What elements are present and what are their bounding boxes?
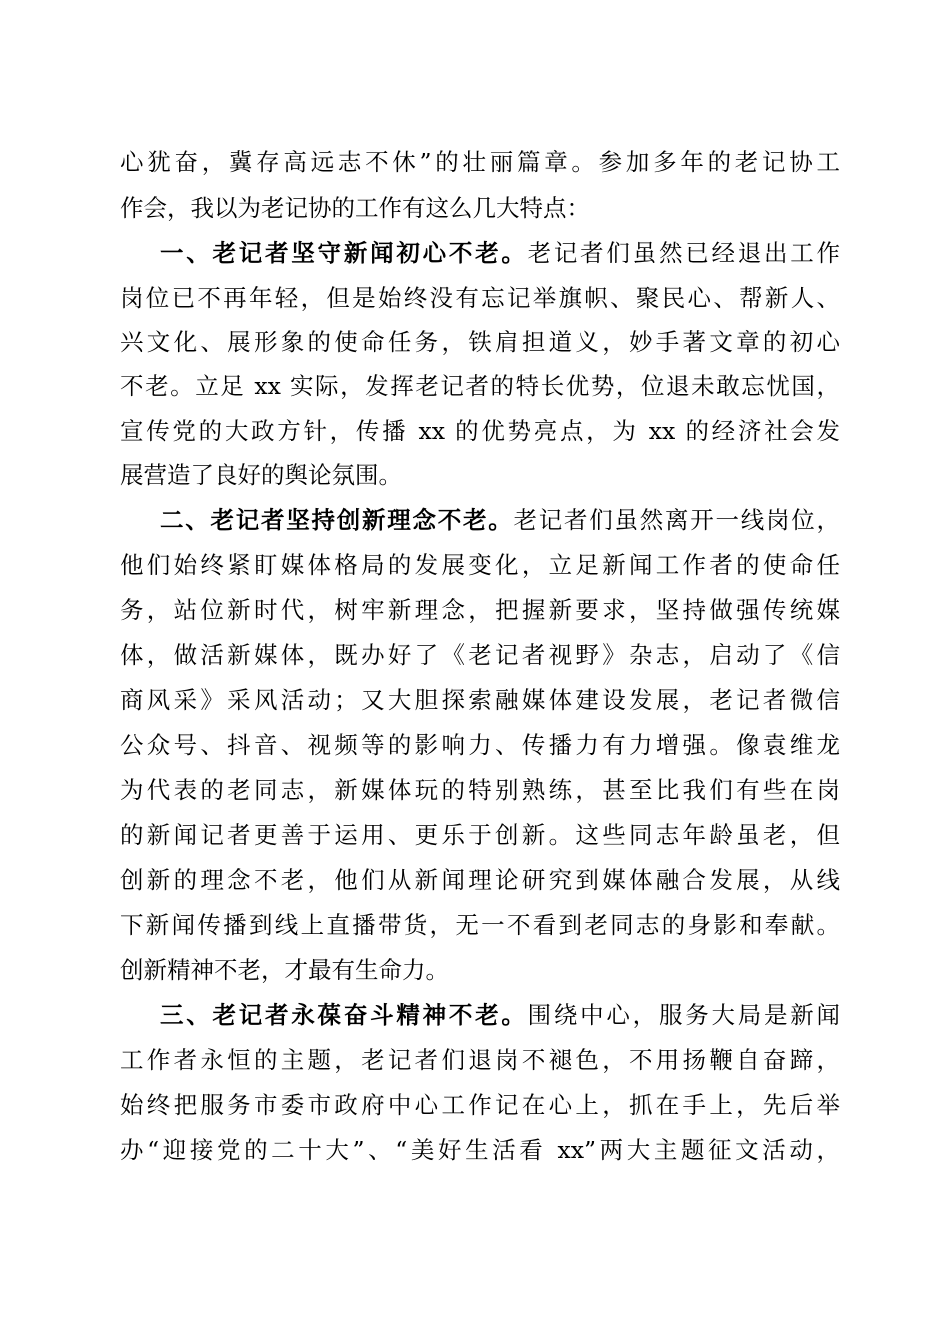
line-text: 始终把服务市委市政府中心工作记在心上，抓在手上，先后举 [120, 1091, 840, 1119]
body-text-line [120, 635, 840, 675]
line-text: 工作者永恒的主题，老记者们退岗不褪色，不用扬鞭自奋蹄， [120, 1046, 840, 1074]
line-text: 公众号、抖音、视频等的影响力、传播力有力增强。像袁维龙 [120, 731, 840, 759]
line-text: 创新精神不老，才最有生命力。 [120, 956, 449, 984]
body-text-line [120, 815, 840, 855]
body-text-line [120, 590, 840, 630]
section-heading-line [160, 995, 840, 1035]
section-heading: 三、老记者永葆奋斗精神不老。 [160, 1001, 528, 1029]
line-text: 体，做活新媒体，既办好了《老记者视野》杂志，启动了《信 [120, 641, 840, 669]
line-text: 他们始终紧盯媒体格局的发展变化，立足新闻工作者的使命任 [120, 551, 840, 579]
body-text-line [120, 725, 840, 765]
line-text: 岗位已不再年轻，但是始终没有忘记举旗帜、聚民心、帮新人、 [120, 284, 840, 312]
body-text-line [120, 680, 840, 720]
line-text: 作会，我以为老记协的工作有这么几大特点： [120, 194, 590, 222]
line-text: 老记者们虽然离开一线岗位， [513, 506, 840, 534]
section-heading: 一、老记者坚守新闻初心不老。 [160, 239, 528, 267]
body-text-line [120, 905, 840, 945]
line-text: 的新闻记者更善于运用、更乐于创新。这些同志年龄虽老，但 [120, 821, 840, 849]
line-text: 老记者们虽然已经退出工作 [527, 239, 841, 267]
body-text-line [120, 411, 840, 451]
body-text-line [120, 1130, 840, 1170]
line-text: 办“迎接党的二十大”、“美好生活看 xx”两大主题征文活动， [120, 1136, 840, 1164]
line-text: 创新的理念不老，他们从新闻理论研究到媒体融合发展，从线 [120, 866, 840, 894]
body-text-line [120, 188, 840, 228]
body-text-line [120, 1085, 840, 1125]
body-text-line [120, 770, 840, 810]
body-text-line [120, 1040, 840, 1080]
line-text: 围绕中心，服务大局是新闻 [527, 1001, 841, 1029]
body-text-line [120, 860, 840, 900]
section-heading-line [160, 500, 840, 540]
line-text: 展营造了良好的舆论氛围。 [120, 461, 402, 489]
body-text-line [120, 366, 840, 406]
line-text: 下新闻传播到线上直播带货，无一不看到老同志的身影和奉献。 [120, 911, 840, 939]
section-heading-line [160, 233, 840, 273]
line-text: 兴文化、展形象的使命任务，铁肩担道义，妙手著文章的初心 [120, 328, 840, 356]
body-text-line [120, 545, 840, 585]
line-text: 宣传党的大政方针，传播 xx 的优势亮点，为 xx 的经济社会发 [120, 417, 840, 445]
body-text-line [120, 142, 840, 182]
line-text: 为代表的老同志，新媒体玩的特别熟练，甚至比我们有些在岗 [120, 776, 840, 804]
line-text: 务，站位新时代，树牢新理念，把握新要求，坚持做强传统媒 [120, 596, 840, 624]
section-heading: 二、老记者坚持创新理念不老。 [160, 506, 514, 534]
body-text-line [120, 322, 840, 362]
line-text: 商风采》采风活动；又大胆探索融媒体建设发展，老记者微信 [120, 686, 840, 714]
body-text-line [120, 455, 840, 495]
body-text-line [120, 278, 840, 318]
line-text: 不老。立足 xx 实际，发挥老记者的特长优势，位退未敢忘忧国， [120, 372, 840, 400]
line-text: 心犹奋，冀存高远志不休”的壮丽篇章。参加多年的老记协工 [120, 148, 840, 176]
body-text-line [120, 950, 840, 990]
